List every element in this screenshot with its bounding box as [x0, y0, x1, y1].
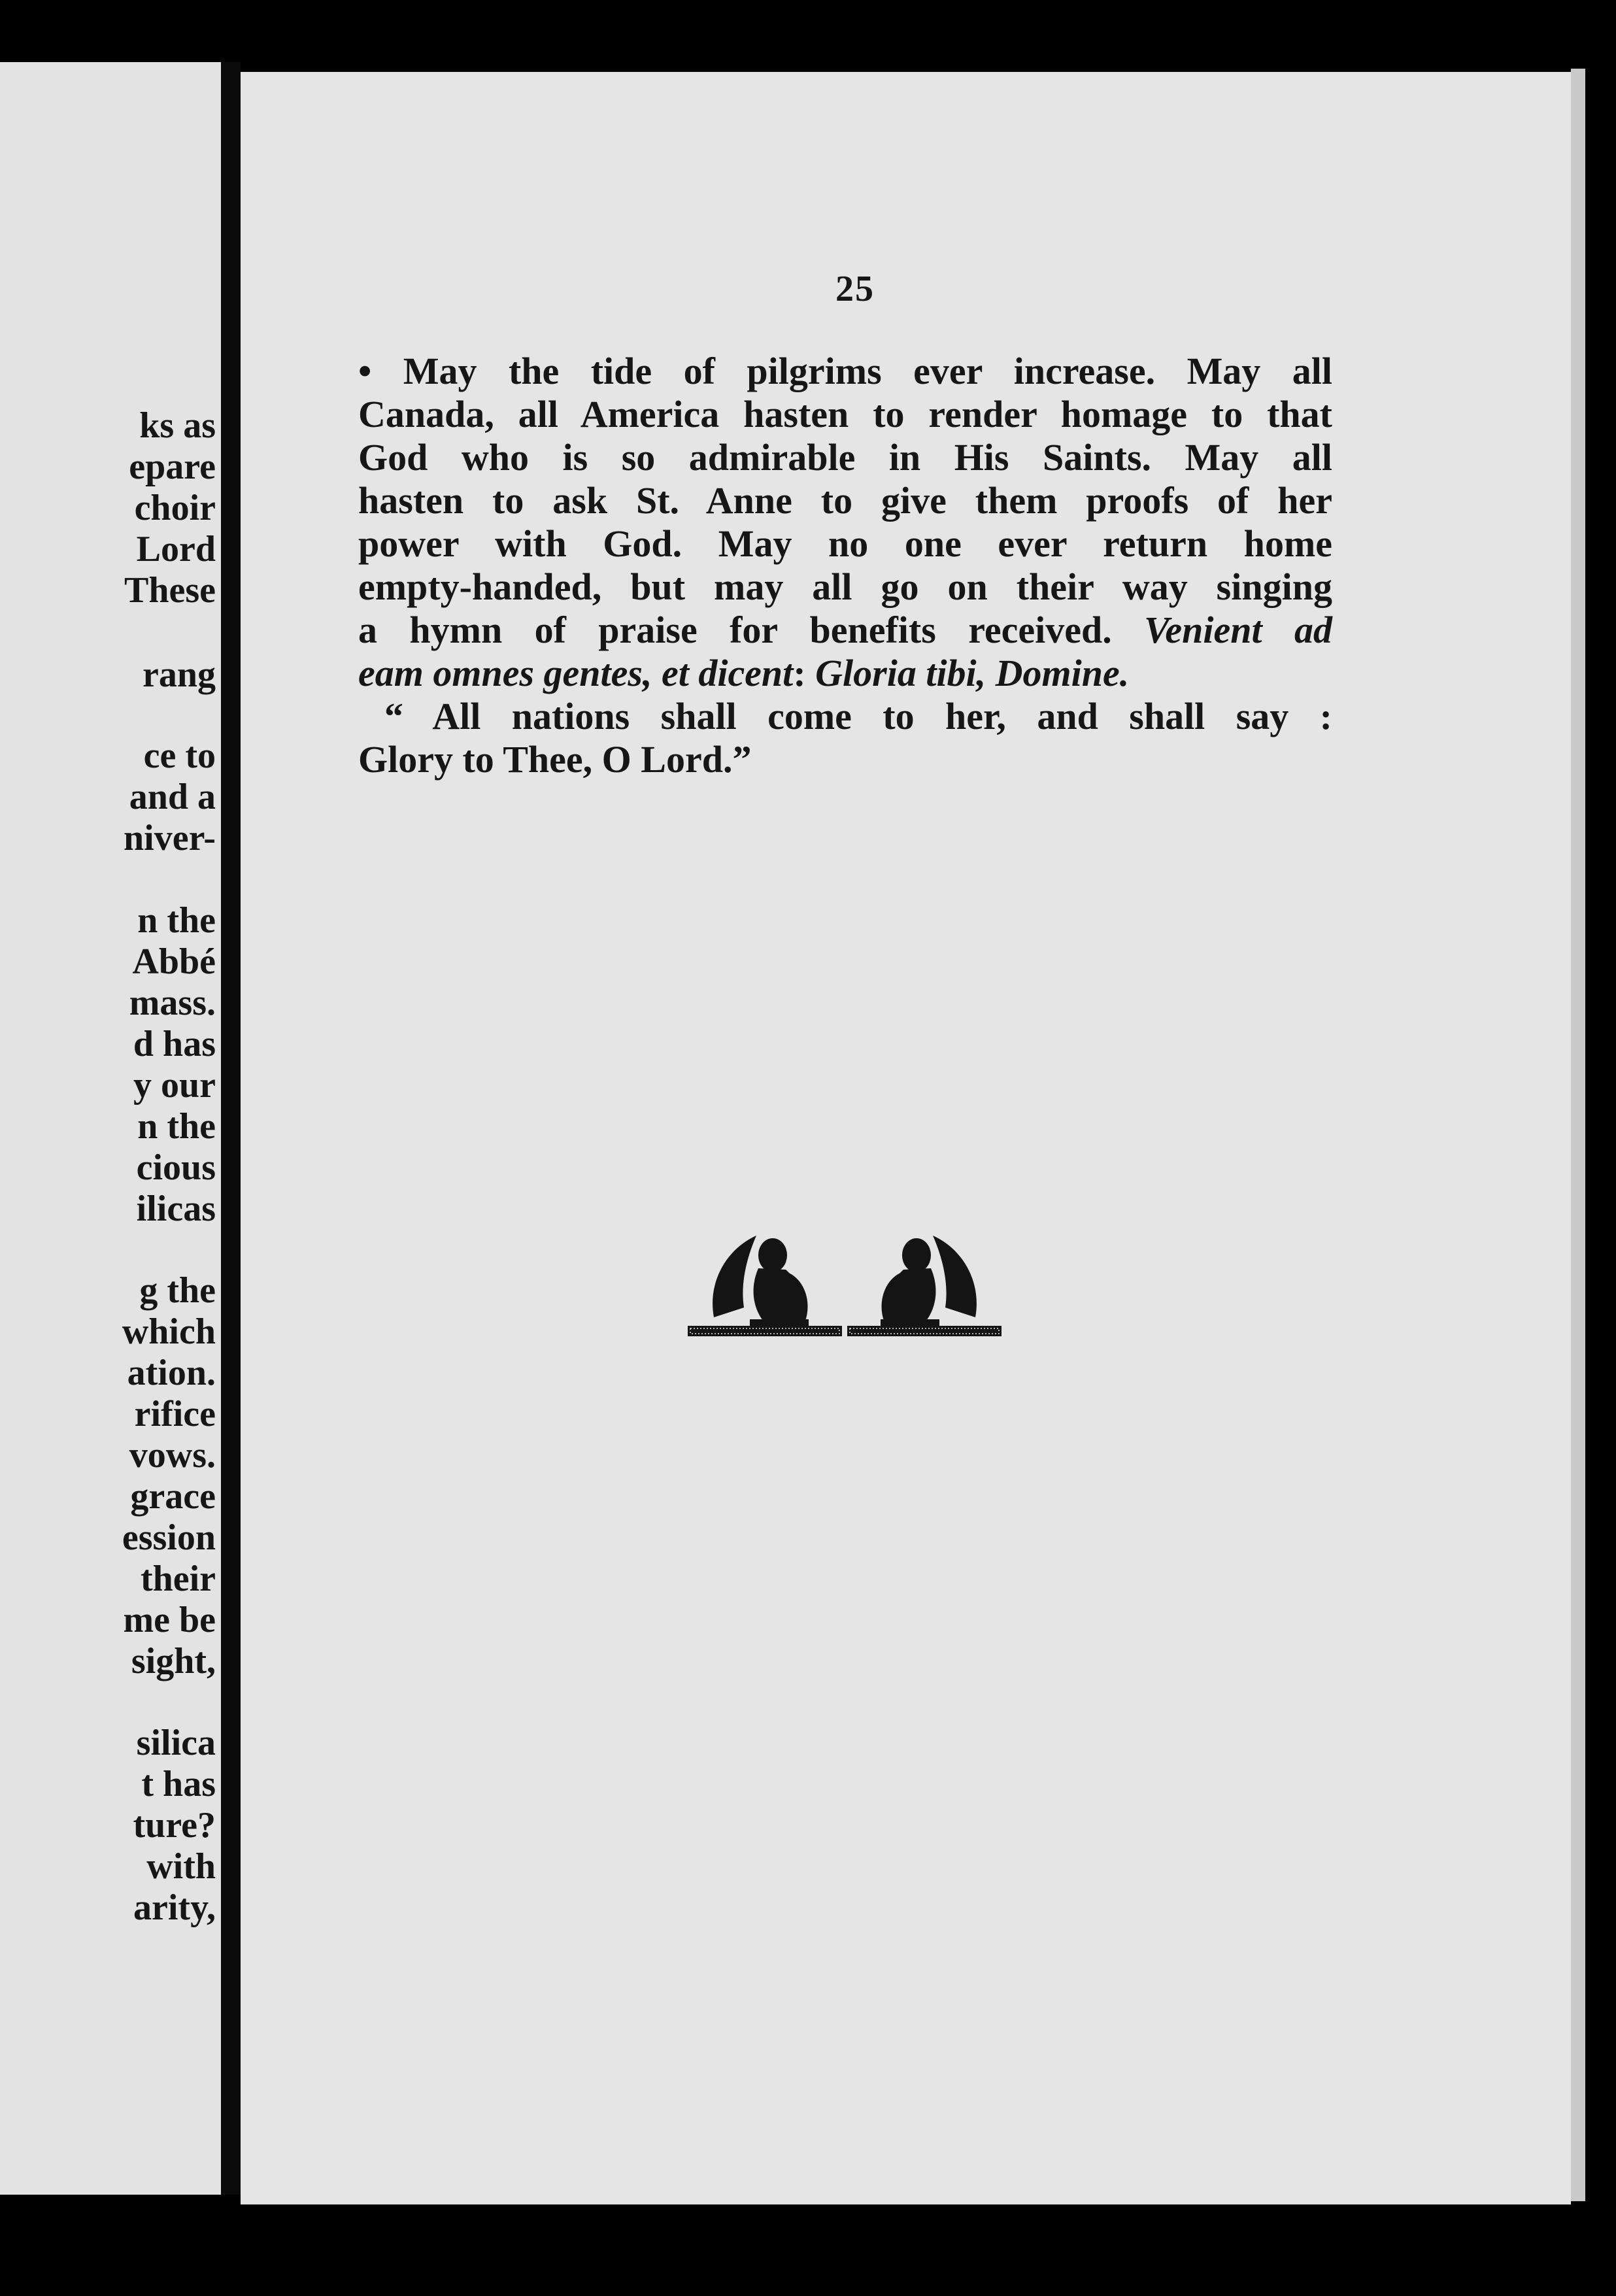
body-text-line: Canada, all America hasten to render homage to that	[358, 393, 1332, 435]
left-page-line: niver-	[124, 818, 216, 858]
page-number: 25	[835, 269, 875, 309]
left-page-line: choir	[134, 488, 216, 528]
left-page-line: g the	[139, 1270, 216, 1311]
body-text-line: God who is so admirable in His Saints. May all	[358, 436, 1332, 479]
latin-quotation: Gloria tibi, Domine.	[815, 652, 1130, 694]
left-page-line: cious	[136, 1147, 216, 1188]
previous-page-fragment	[0, 62, 221, 2195]
translation-line: “ All nations shall come to her, and shall say :	[384, 695, 1332, 737]
left-page-line: epare	[129, 447, 216, 487]
left-page-line: rang	[143, 654, 216, 695]
left-page-line: y our	[133, 1065, 216, 1106]
left-page-line: silica	[136, 1723, 216, 1763]
latin-quotation: eam omnes gentes, et dicent	[358, 652, 794, 694]
left-page-line: These	[124, 570, 216, 611]
left-page-line: vows.	[129, 1435, 216, 1476]
left-page-line: their	[140, 1559, 216, 1599]
body-text-line: • May the tide of pilgrims ever increase. May all	[358, 350, 1332, 392]
left-page-line: sight,	[131, 1641, 216, 1681]
left-page-line: ation.	[127, 1353, 216, 1393]
body-text-segment: a hymn of praise for benefits received.	[358, 609, 1112, 651]
body-text-line	[358, 609, 1332, 652]
left-page-line: n the	[137, 1106, 216, 1147]
left-page-line: ilicas	[136, 1189, 216, 1229]
angels-tailpiece-ornament	[688, 1209, 1002, 1340]
body-text-line: power with God. May no one ever return home	[358, 522, 1332, 565]
left-page-line: t has	[141, 1764, 216, 1804]
left-page-line: ture?	[133, 1805, 216, 1846]
left-page-line: mass.	[129, 983, 216, 1023]
kneeling-angel-right	[881, 1236, 977, 1327]
body-text-line: empty-handed, but may all go on their way singing	[358, 566, 1332, 608]
punctuation: :	[793, 652, 816, 694]
kneeling-angel-left	[713, 1236, 809, 1327]
latin-quotation: Venient ad	[1144, 609, 1332, 651]
left-page-line: ession	[122, 1517, 216, 1558]
left-page-line: and a	[129, 777, 216, 817]
left-page-line: me be	[123, 1600, 216, 1640]
left-page-line: grace	[130, 1476, 216, 1517]
left-page-line: with	[146, 1846, 216, 1887]
left-page-line: d has	[133, 1024, 216, 1064]
ornament-base	[688, 1326, 1002, 1336]
latin-quotation-line	[358, 652, 1332, 695]
body-text-line: hasten to ask St. Anne to give them proofs of her	[358, 479, 1332, 522]
left-page-line: Lord	[136, 529, 216, 569]
left-page-line: rifice	[134, 1394, 216, 1434]
left-page-line: ce to	[143, 735, 216, 776]
left-page-line: which	[122, 1311, 216, 1352]
left-page-line: n the	[137, 900, 216, 941]
book-gutter	[221, 62, 241, 2195]
page-edge-shadow	[1571, 69, 1585, 2201]
left-page-line: ks as	[139, 405, 216, 446]
translation-line: Glory to Thee, O Lord.”	[358, 738, 752, 781]
left-page-line: Abbé	[132, 941, 216, 982]
left-page-line: arity,	[133, 1887, 216, 1928]
page-25	[241, 72, 1571, 2204]
